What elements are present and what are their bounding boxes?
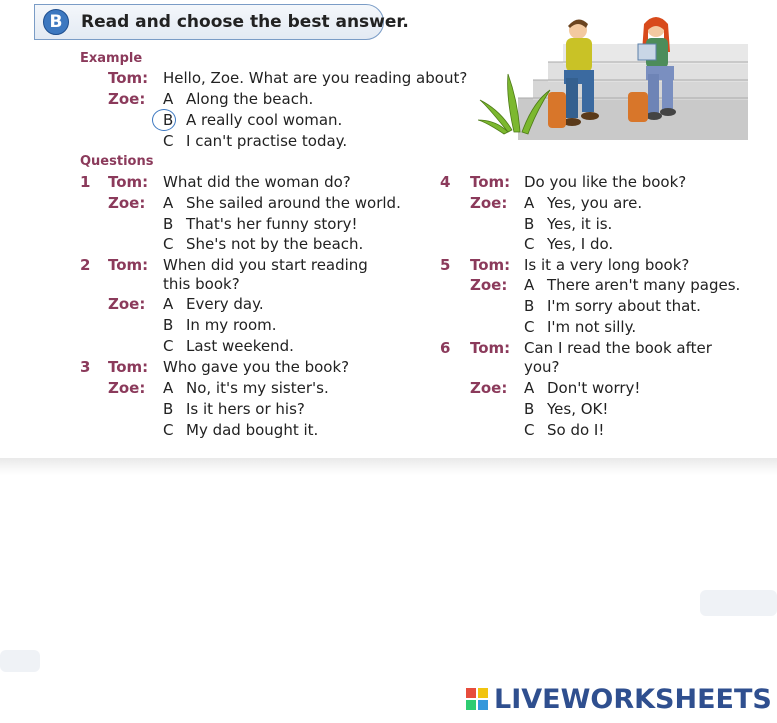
question-2-text: When did you start reading (163, 256, 368, 274)
scan-smudge (0, 650, 40, 672)
example-tom-speaker: Tom: (108, 69, 149, 87)
question-6-option-c-text[interactable]: So do I! (547, 421, 605, 439)
question-5-option-b-text[interactable]: I'm sorry about that. (547, 297, 701, 315)
question-5-option-a-text[interactable]: There aren't many pages. (547, 276, 741, 294)
question-5-tom: Tom: (470, 256, 511, 274)
question-1-zoe: Zoe: (108, 194, 146, 212)
question-2-text-continued: this book? (163, 275, 240, 293)
question-2-option-c-letter[interactable]: C (163, 337, 174, 355)
question-4-text: Do you like the book? (524, 173, 687, 191)
question-3-option-b-text[interactable]: Is it hers or his? (186, 400, 305, 418)
question-2-option-c-text[interactable]: Last weekend. (186, 337, 294, 355)
question-4-option-c-text[interactable]: Yes, I do. (547, 235, 614, 253)
question-1-option-a-text[interactable]: She sailed around the world. (186, 194, 401, 212)
question-4-option-a-text[interactable]: Yes, you are. (547, 194, 643, 212)
question-1-option-b-text[interactable]: That's her funny story! (186, 215, 358, 233)
question-3-number: 3 (80, 358, 91, 376)
question-3-tom: Tom: (108, 358, 149, 376)
question-6-option-c-letter[interactable]: C (524, 421, 535, 439)
question-1-option-c-text[interactable]: She's not by the beach. (186, 235, 364, 253)
question-2-option-b-text[interactable]: In my room. (186, 316, 277, 334)
two-teens-reading-illustration (478, 12, 748, 140)
question-4-option-c-letter[interactable]: C (524, 235, 535, 253)
page-divider (0, 458, 777, 476)
question-6-zoe: Zoe: (470, 379, 508, 397)
question-4-option-b-letter[interactable]: B (524, 215, 535, 233)
question-1-number: 1 (80, 173, 91, 191)
question-6-text-continued: you? (524, 358, 560, 376)
example-option-a-text: Along the beach. (186, 90, 314, 108)
exercise-title: Read and choose the best answer. (81, 12, 409, 32)
question-2-number: 2 (80, 256, 91, 274)
question-6-number: 6 (440, 339, 451, 357)
question-6-option-b-text[interactable]: Yes, OK! (547, 400, 609, 418)
question-4-option-b-text[interactable]: Yes, it is. (547, 215, 613, 233)
question-5-option-a-letter[interactable]: A (524, 276, 535, 294)
example-tom-line: Hello, Zoe. What are you reading about? (163, 69, 468, 87)
question-3-option-c-text[interactable]: My dad bought it. (186, 421, 319, 439)
example-option-b-letter: B (163, 111, 174, 129)
question-5-number: 5 (440, 256, 451, 274)
question-5-option-c-letter[interactable]: C (524, 318, 535, 336)
question-4-option-a-letter[interactable]: A (524, 194, 535, 212)
question-6-option-a-text[interactable]: Don't worry! (547, 379, 641, 397)
question-1-option-b-letter[interactable]: B (163, 215, 174, 233)
question-1-tom: Tom: (108, 173, 149, 191)
question-6-option-b-letter[interactable]: B (524, 400, 535, 418)
example-label: Example (80, 51, 143, 66)
question-1-text: What did the woman do? (163, 173, 351, 191)
question-2-option-a-letter[interactable]: A (163, 295, 174, 313)
example-zoe-speaker: Zoe: (108, 90, 146, 108)
section-badge: B (43, 9, 69, 35)
question-5-zoe: Zoe: (470, 276, 508, 294)
question-6-tom: Tom: (470, 339, 511, 357)
question-1-option-c-letter[interactable]: C (163, 235, 174, 253)
question-5-option-b-letter[interactable]: B (524, 297, 535, 315)
question-3-text: Who gave you the book? (163, 358, 350, 376)
liveworksheets-logo-text: LIVEWORKSHEETS (494, 684, 772, 715)
question-3-zoe: Zoe: (108, 379, 146, 397)
exercise-header (34, 4, 409, 40)
example-option-a-letter: A (163, 90, 174, 108)
question-2-zoe: Zoe: (108, 295, 146, 313)
question-2-tom: Tom: (108, 256, 149, 274)
questions-label: Questions (80, 154, 154, 169)
question-3-option-a-text[interactable]: No, it's my sister's. (186, 379, 329, 397)
example-option-c-text: I can't practise today. (186, 132, 348, 150)
question-4-zoe: Zoe: (470, 194, 508, 212)
question-5-option-c-text[interactable]: I'm not silly. (547, 318, 637, 336)
question-3-option-b-letter[interactable]: B (163, 400, 174, 418)
question-6-option-a-letter[interactable]: A (524, 379, 535, 397)
question-1-option-a-letter[interactable]: A (163, 194, 174, 212)
question-3-option-c-letter[interactable]: C (163, 421, 174, 439)
question-2-option-b-letter[interactable]: B (163, 316, 174, 334)
question-2-option-a-text[interactable]: Every day. (186, 295, 264, 313)
example-option-b-text: A really cool woman. (186, 111, 343, 129)
question-5-text: Is it a very long book? (524, 256, 690, 274)
question-3-option-a-letter[interactable]: A (163, 379, 174, 397)
question-6-text: Can I read the book after (524, 339, 712, 357)
example-option-c-letter: C (163, 132, 174, 150)
question-4-tom: Tom: (470, 173, 511, 191)
question-4-number: 4 (440, 173, 451, 191)
scan-smudge (700, 590, 777, 616)
liveworksheets-logo-icon (466, 688, 490, 712)
